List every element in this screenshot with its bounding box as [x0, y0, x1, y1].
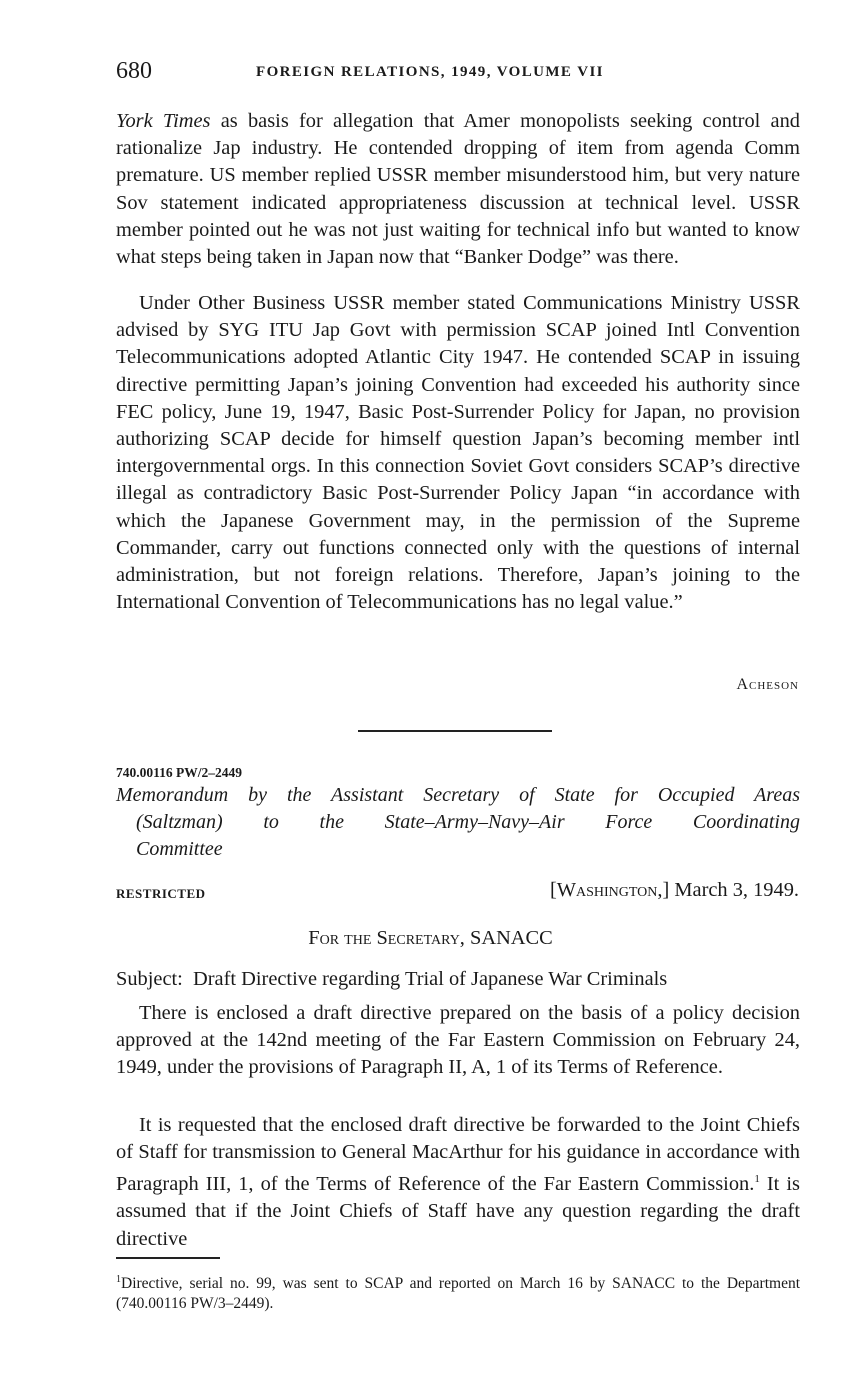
- dateline-date: March 3, 1949.: [674, 879, 799, 901]
- footnote-rule: [116, 1257, 220, 1259]
- memo-title-line-2: (Saltzman) to the State–Army–Navy–Air Force Coordinating: [136, 811, 800, 833]
- paragraph-3: [116, 1000, 800, 1082]
- dateline-place: Washington,: [556, 879, 663, 901]
- subject-text: Draft Directive regarding Trial of Japanese War Criminals: [193, 968, 668, 990]
- paragraph-1: [116, 108, 800, 271]
- section-divider: [358, 730, 552, 732]
- memo-title: [116, 782, 800, 863]
- dateline: [Washington,] March 3, 1949.: [549, 879, 799, 901]
- paragraph-4: [116, 1112, 800, 1253]
- paragraph-3-text: There is enclosed a draft directive prepared on the basis of a policy decision approved at the 142nd meeting of the Far Eastern Commission on February 24, 1949, under the provisions of Paragraph II, A, 1 of its Terms of Reference.: [116, 1002, 800, 1079]
- addressee: [0, 927, 861, 950]
- paragraph-4-text-before: It is requested that the enclosed draft directive be forwarded to the Joint Chiefs of Staff for transmission to General MacArthur for his guidance in accordance with Paragraph III, 1, of the Terms of Reference of the Far Eastern Commission.: [116, 1114, 800, 1196]
- memo-title-line-1: Memorandum by the Assistant Secretary of State for Occupied Areas: [116, 784, 800, 806]
- classification-label: RESTRICTED: [116, 886, 206, 901]
- running-head: FOREIGN RELATIONS, 1949, VOLUME VII: [256, 64, 604, 80]
- paragraph-2-text: Under Other Business USSR member stated Communications Ministry USSR advised by SYG ITU Jap Govt with permission SCAP joined Intl Convention Telecommunications adopted Atlantic City 1947. He contended SCAP in issuing directive permitting Japan’s joining Convention had exceeded his authority since FEC policy, June 19, 1947, Basic Post-Surrender Policy for Japan, no provision authorizing SCAP decide for himself question Japan’s becoming member intl intergovernmental orgs. In this connection Soviet Govt considers SCAP’s directive illegal as contradictory Basic Post-Surrender Policy Japan “in accordance with which the Japanese Government may, in the permission of the Supreme Commander, carry out functions connected only with the questions of internal administration, but not foreign relations. Therefore, Japan’s joining to the International Convention of Telecommunications has no legal value.”: [116, 292, 800, 614]
- addressee-org: SANACC: [470, 927, 553, 949]
- signature: Acheson: [736, 676, 799, 693]
- footnote-text: Directive, serial no. 99, was sent to SCAP and reported on March 16 by SANACC to the Department (740.00116 PW/3–2449).: [116, 1275, 800, 1312]
- footnote: [116, 1270, 800, 1313]
- subject-line: [116, 966, 800, 993]
- memo-title-line-3: Committee: [136, 838, 223, 860]
- page-header: [116, 58, 806, 90]
- page-number: 680: [116, 58, 152, 84]
- paragraph-2: [116, 290, 800, 616]
- italic-lead: York Times: [116, 110, 211, 132]
- paragraph-4-text-after: It is assumed that if the Joint Chiefs of Staff have any question regarding the draft directive: [116, 1173, 800, 1250]
- paragraph-1-text: as basis for allegation that Amer monopolists seeking control and rationalize Jap industry. He contended dropping of item from agenda Comm premature. US member replied USSR member misunderstood him, but very nature Sov statement indicated appropriateness discussion at technical level. USSR member pointed out he was not just waiting for technical info but wanted to know what steps being taken in Japan now that “Banker Dodge” was there.: [116, 110, 801, 269]
- footnote-ref: 1: [754, 1173, 760, 1186]
- addressee-prefix: For the Secretary,: [308, 927, 465, 949]
- footnote-marker: 1: [116, 1274, 121, 1285]
- document-id: 740.00116 PW/2–2449: [116, 765, 243, 780]
- subject-label: Subject:: [116, 968, 183, 990]
